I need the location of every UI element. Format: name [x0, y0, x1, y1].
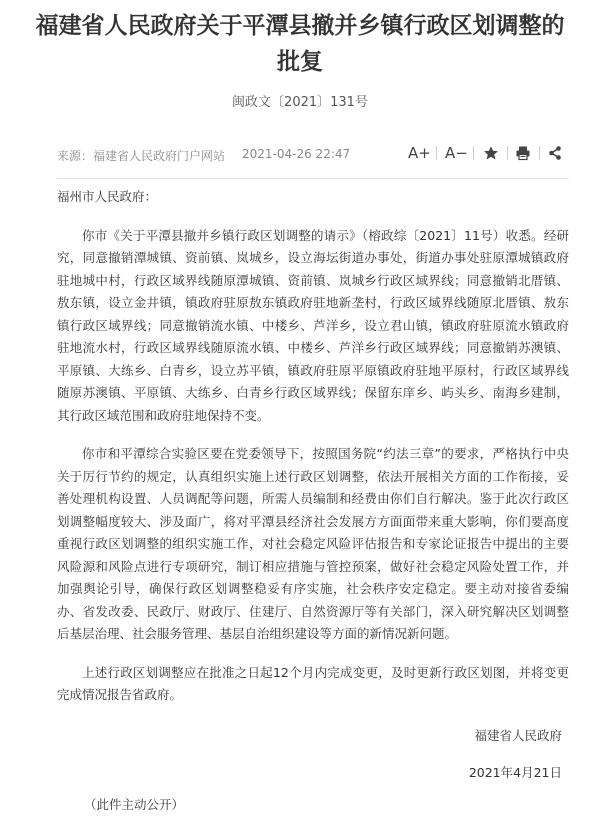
signature: 福建省人民政府: [474, 728, 562, 743]
share-icon: [547, 145, 563, 161]
paragraph: 你市和平潭综合实验区要在党委领导下，按照国务院“约法三章”的要求，严格执行中央关于厉行节约的规定，认真组织实施上述行政区划调整，依法开展相关方面的工作衔接，妥善处理机构设置、人员调配等问题，所需人员编制和经费由你们自行解决。鉴于此次行政区划调整幅度较大、涉及面广，将对平潭县经济社会发展方方面面带来重大影响，你们要高度重视行政区划调整的组织实施工作，对社会稳定风险评估报告和专家论证报告中提出的主要风险源和风险点进行专项研究，制订相应措施与管控预案，做好社会稳定风险处置工作，并加强舆论引导，确保行政区划调整稳妥有序实施，社会秩序安定稳定。要主动对接省委编办、省发改委、民政厅、财政厅、住建厅、自然资源厅等有关部门，深入研究解决区划调整后基层治理、社会服务管理、基层自治组织建设等方面的新情况新问题。: [57, 446, 569, 641]
paragraph: 上述行政区划调整应在批准之日起12个月内完成变更，及时更新行政区划图，并将变更完成情况报告省政府。: [57, 664, 569, 702]
meta-bar: [0, 138, 600, 168]
publicity-note: （此件主动公开）: [84, 797, 185, 812]
meta-divider: [57, 178, 569, 179]
toolbar-separator: [539, 146, 540, 160]
page-title: 福建省人民政府关于平潭县撤并乡镇行政区划调整的批复: [35, 13, 565, 75]
favorite-button[interactable]: [483, 142, 501, 164]
publish-date: 2021-04-26 22:47: [242, 147, 351, 161]
toolbar-separator: [473, 146, 474, 160]
article-body: [57, 186, 569, 723]
share-button[interactable]: [547, 142, 565, 164]
document-number: 闽政文〔2021〕131号: [232, 95, 368, 110]
font-decrease-button[interactable]: A−: [445, 144, 468, 162]
toolbar-separator: [507, 146, 508, 160]
paragraph: 你市《关于平潭县撤并乡镇行政区划调整的请示》（榕政综〔2021〕11号）收悉。经研究，同意撤销潭城镇、资前镇、岚城乡，设立海坛街道办事处，街道办事处驻原潭城镇政府驻地城中村，行政区域界线随原潭城镇、资前镇、岚城乡行政区域界线；同意撤销北厝镇、敖东镇，设立金井镇，镇政府驻原敖东镇政府驻地新垄村，行政区域界线随原北厝镇、敖东镇行政区域界线；同意撤销流水镇、中楼乡、芦洋乡，设立君山镇，镇政府驻原流水镇政府驻地流水村，行政区域界线随原流水镇、中楼乡、芦洋乡行政区域界线；同意撤销苏澳镇、平原镇、大练乡、白青乡，设立苏平镇，镇政府驻原平原镇政府驻地平原村，行政区域界线随原苏澳镇、平原镇、大练乡、白青乡行政区域界线；保留东庠乡、屿头乡、南海乡建制，其行政区域范围和政府驻地保持不变。: [57, 227, 569, 423]
font-increase-button[interactable]: A+: [408, 144, 431, 162]
print-icon: [515, 145, 531, 161]
sign-date: 2021年4月21日: [468, 765, 562, 780]
toolbar-separator: [436, 146, 437, 160]
star-icon: [483, 145, 499, 161]
salutation: 福州市人民政府：: [57, 189, 158, 204]
source-text: 来源：福建省人民政府门户网站: [57, 149, 226, 163]
print-button[interactable]: [515, 142, 533, 164]
